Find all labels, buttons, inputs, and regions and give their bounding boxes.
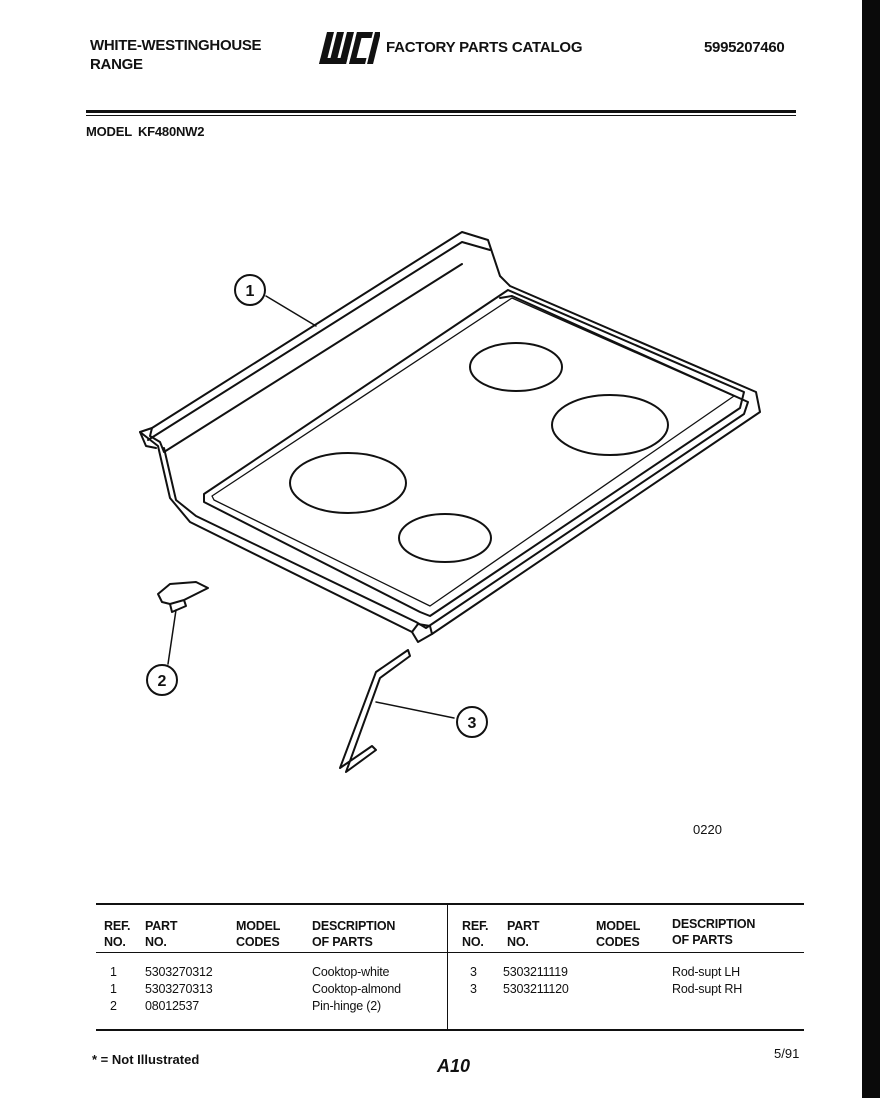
page-number: A10 [437, 1056, 471, 1076]
row-ref: 3 [470, 965, 477, 979]
table-bottom-rule [96, 1029, 804, 1031]
row-part-number: 5303211120 [503, 982, 569, 996]
row-description: Cooktop-almond [312, 982, 401, 996]
burner-opening-rear-left [470, 343, 562, 391]
col-header-ref: REF. NO. [104, 919, 131, 949]
table-column-divider [447, 905, 448, 1029]
callout-3-label: 3 [467, 715, 477, 732]
col-header-part-right: PART NO. [507, 919, 540, 949]
callout-1-leader [266, 296, 316, 326]
diagram-code: 0220 [693, 822, 722, 837]
revision-date: 5/91 [774, 1046, 800, 1061]
callout-3 [457, 707, 487, 737]
callout-1 [235, 275, 265, 305]
table-top-rule [96, 903, 804, 905]
col-header-description-right: DESCRIPTION OF PARTS [672, 917, 756, 947]
row-part-number: 5303270312 [145, 965, 213, 979]
cooktop-outline [140, 232, 760, 642]
row-ref: 1 [110, 965, 117, 979]
product-type: RANGE [90, 56, 143, 73]
row-part-number: 5303211119 [503, 965, 568, 979]
model-number: KF480NW2 [137, 124, 205, 139]
callout-3-leader [376, 702, 454, 718]
burner-opening-front-right [399, 514, 491, 562]
callout-2 [147, 665, 177, 695]
row-description: Rod-supt LH [672, 965, 740, 979]
row-part-number: 5303270313 [145, 982, 213, 996]
burner-opening-rear-right [552, 395, 668, 455]
row-description: Pin-hinge (2) [312, 999, 381, 1013]
callout-2-label: 2 [157, 673, 167, 690]
callout-1-label: 1 [245, 283, 255, 300]
row-part-number: 08012537 [145, 999, 200, 1013]
row-ref: 3 [470, 982, 477, 996]
col-header-model-codes-right: MODEL CODES [596, 919, 641, 949]
catalog-number: 5995207460 [704, 39, 785, 56]
row-ref: 1 [110, 982, 117, 996]
row-ref: 2 [110, 999, 117, 1013]
catalog-title: FACTORY PARTS CATALOG [386, 39, 583, 56]
col-header-part: PART NO. [145, 919, 178, 949]
model-label: MODEL [86, 124, 132, 139]
col-header-model-codes: MODEL CODES [236, 919, 281, 949]
cooktop-well [204, 290, 744, 616]
col-header-ref-right: REF. NO. [462, 919, 489, 949]
brand-name: WHITE-WESTINGHOUSE [90, 37, 262, 54]
row-description: Cooktop-white [312, 965, 390, 979]
support-rod [340, 650, 410, 772]
pin-hinge [158, 582, 208, 612]
row-description: Rod-supt RH [672, 982, 743, 996]
not-illustrated-note: * = Not Illustrated [92, 1052, 200, 1067]
callout-2-leader [168, 610, 176, 664]
col-header-description: DESCRIPTION OF PARTS [312, 919, 396, 949]
burner-opening-front-left [290, 453, 406, 513]
table-header-rule [96, 952, 804, 953]
